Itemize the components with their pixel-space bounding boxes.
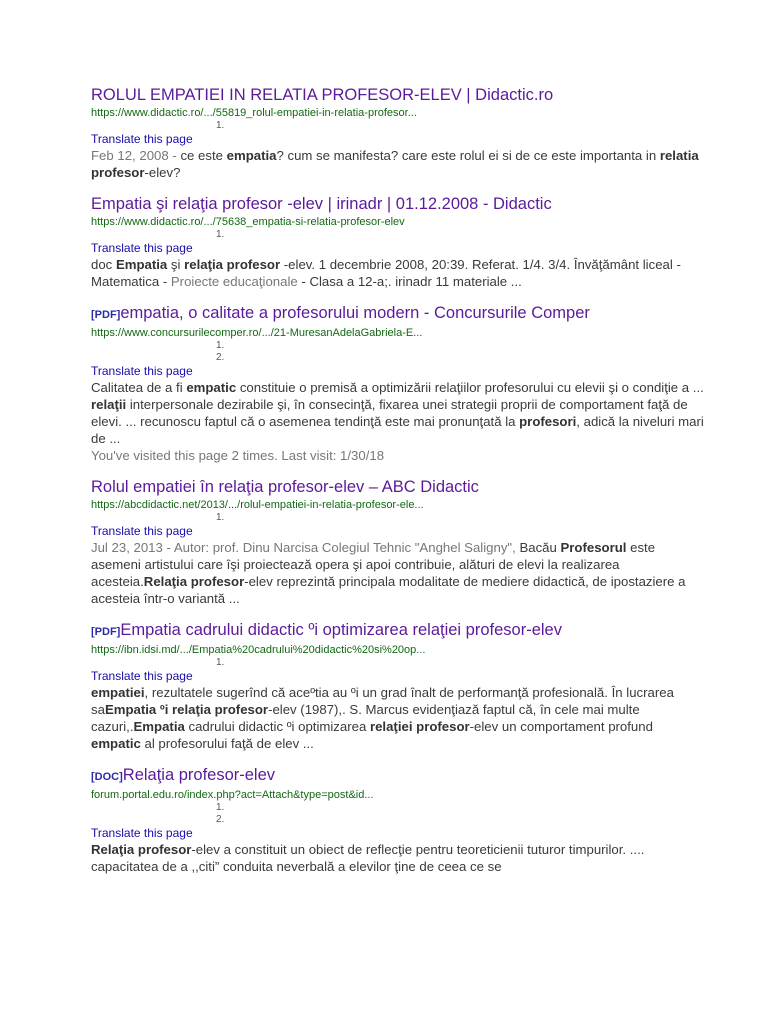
result-url[interactable]: https://www.didactic.ro/.../75638_empatia-si-relatia-profesor-elev (91, 216, 405, 228)
snippet-text: Bacău (519, 540, 561, 555)
translate-link[interactable]: Translate this page (91, 132, 193, 146)
snippet-text: -elev. 1 decembrie 2008, 20:39. Referat. 1/4. 3/4. Învăţământ liceal - Matematica - (91, 257, 681, 289)
result-title-link[interactable] (91, 302, 706, 326)
result-action-item[interactable]: 2. (216, 814, 225, 825)
translate-link[interactable]: Translate this page (91, 364, 193, 378)
snippet-text: -elev? (144, 165, 181, 180)
result-title-text: empatia, o calitate a profesorului modern - Concursurile Comper (120, 304, 590, 322)
translate-link[interactable]: Translate this page (91, 669, 193, 683)
result-snippet (91, 147, 706, 181)
result-title-link[interactable]: ROLUL EMPATIEI IN RELATIA PROFESOR-ELEV | Didactic.ro (91, 86, 554, 104)
snippet-highlight: Empatia (115, 257, 168, 272)
result-actions-list (216, 657, 706, 669)
snippet-text: doc (91, 257, 116, 272)
search-result (91, 302, 706, 464)
result-action-item[interactable]: 1. (216, 512, 225, 523)
result-title-text: Relaţia profesor-elev (122, 766, 276, 784)
snippet-highlight: empatic (186, 380, 237, 395)
snippet-highlight: profesori (519, 414, 577, 429)
file-type-badge: [PDF] (91, 309, 121, 321)
result-title-text: Empatia cadrului didactic ºi optimizarea relaţiei profesor-elev (120, 621, 562, 639)
search-result (91, 619, 706, 752)
result-action-item[interactable]: 1. (216, 340, 225, 351)
search-result (91, 84, 706, 181)
snippet-highlight: Relaţia profesor (143, 574, 245, 589)
result-url[interactable]: https://ibn.idsi.md/.../Empatia%20cadrului%20didactic%20si%20op... (91, 644, 426, 656)
snippet-text: şi (167, 257, 185, 272)
snippet-text: -elev reprezintă principala modalitate de mediere didactică, de ipostaziere a acesteia într-o variantă ... (91, 574, 686, 606)
snippet-highlight: Relaţia profesor (91, 842, 192, 857)
snippet-text: - Clasa a 12-a;. irinadr 11 materiale ... (297, 274, 522, 289)
snippet-text: -elev a constituit un obiect de reflecţie pentru teoreticienii tuturor timpurilor. .... capacitatea de a ,,citi” conduita neverbală a elevilor ţine de ceea ce se (91, 842, 645, 874)
result-action-item[interactable]: 2. (216, 352, 225, 363)
result-actions-list (216, 340, 706, 364)
result-url[interactable]: https://www.concursurilecomper.ro/.../21-MuresanAdelaGabriela-E... (91, 327, 423, 339)
result-actions-list (216, 802, 706, 826)
snippet-highlight: Empatia ºi relaţia profesor (104, 702, 269, 717)
snippet-highlight: relaţiei profesor (369, 719, 470, 734)
file-type-badge: [PDF] (91, 626, 121, 638)
result-action-item[interactable]: 1. (216, 657, 225, 668)
snippet-text: , adică la niveluri mari de ... (91, 414, 704, 446)
snippet-text: este asemeni artistului care îşi proiectează opera şi apoi contribuie, alături de elevi la realizarea acesteia. (91, 540, 656, 589)
snippet-highlight: Profesorul (560, 540, 627, 555)
snippet-text: Proiecte educaţionale (170, 274, 298, 289)
snippet-highlight: relatia profesor (91, 148, 699, 180)
result-action-item[interactable]: 1. (216, 802, 225, 813)
snippet-text: ce este (180, 148, 227, 163)
snippet-text: interpersonale dezirabile şi, în consecinţă, fixarea unei strategii proprii de comportament faţă de elevi. ... recunoscu faptul că o asemenea tendinţă este mai pronunţată la (91, 397, 688, 429)
snippet-text: Feb 12, 2008 - (91, 148, 181, 163)
result-title-link[interactable] (91, 619, 706, 643)
result-title-link[interactable] (91, 764, 706, 788)
result-url[interactable]: https://www.didactic.ro/.../55819_rolul-empatiei-in-relatia-profesor... (91, 107, 417, 119)
translate-link[interactable]: Translate this page (91, 524, 193, 538)
snippet-highlight: empatiei (91, 685, 145, 700)
file-type-badge: [DOC] (91, 771, 123, 783)
result-snippet (91, 379, 706, 447)
result-snippet (91, 841, 706, 875)
snippet-text: , rezultatele sugerînd că aceºtia au ºi un grad înalt de performanţă profesională. În lucrarea sa (91, 685, 674, 717)
search-result (91, 764, 706, 875)
snippet-text: ? cum se manifesta? care este rolul ei si de ce este importanta in (276, 148, 660, 163)
snippet-text: al profesorului faţă de elev ... (140, 736, 314, 751)
snippet-highlight: empatic (91, 736, 141, 751)
snippet-text: constituie o premisă a optimizării relaţiilor profesorului cu elevii şi o condiţie a ... (236, 380, 704, 395)
translate-link[interactable]: Translate this page (91, 241, 193, 255)
result-snippet (91, 539, 706, 607)
search-result (91, 476, 706, 607)
result-snippet (91, 684, 706, 752)
search-results (91, 84, 706, 887)
result-snippet (91, 256, 706, 290)
result-actions-list (216, 120, 706, 132)
result-action-item[interactable]: 1. (216, 120, 225, 131)
snippet-text: Calitatea de a fi (91, 380, 187, 395)
snippet-highlight: empatia (226, 148, 277, 163)
result-url[interactable]: https://abcdidactic.net/2013/.../rolul-empatiei-in-relatia-profesor-ele... (91, 499, 424, 511)
search-result (91, 193, 706, 290)
result-url[interactable]: forum.portal.edu.ro/index.php?act=Attach&type=post&id... (91, 789, 374, 801)
snippet-highlight: relaţia profesor (184, 257, 281, 272)
snippet-text: Jul 23, 2013 - Autor: prof. Dinu Narcisa Colegiul Tehnic "Anghel Saligny", (91, 540, 520, 555)
result-title-link[interactable]: Empatia şi relaţia profesor -elev | irinadr | 01.12.2008 - Didactic (91, 195, 552, 213)
result-action-item[interactable]: 1. (216, 229, 225, 240)
snippet-highlight: Empatia (133, 719, 185, 734)
translate-link[interactable]: Translate this page (91, 826, 193, 840)
result-actions-list (216, 512, 706, 524)
result-title-link[interactable]: Rolul empatiei în relaţia profesor-elev – ABC Didactic (91, 478, 479, 496)
snippet-text: -elev (1987),. S. Marcus evidenţiază faptul că, în cele mai multe cazuri,. (91, 702, 640, 734)
snippet-text: cadrului didactic ºi optimizarea (184, 719, 370, 734)
result-actions-list (216, 229, 706, 241)
snippet-text: -elev un comportament profund (469, 719, 653, 734)
visited-note: You've visited this page 2 times. Last visit: 1/30/18 (91, 448, 385, 463)
snippet-highlight: relaţii (91, 397, 127, 412)
